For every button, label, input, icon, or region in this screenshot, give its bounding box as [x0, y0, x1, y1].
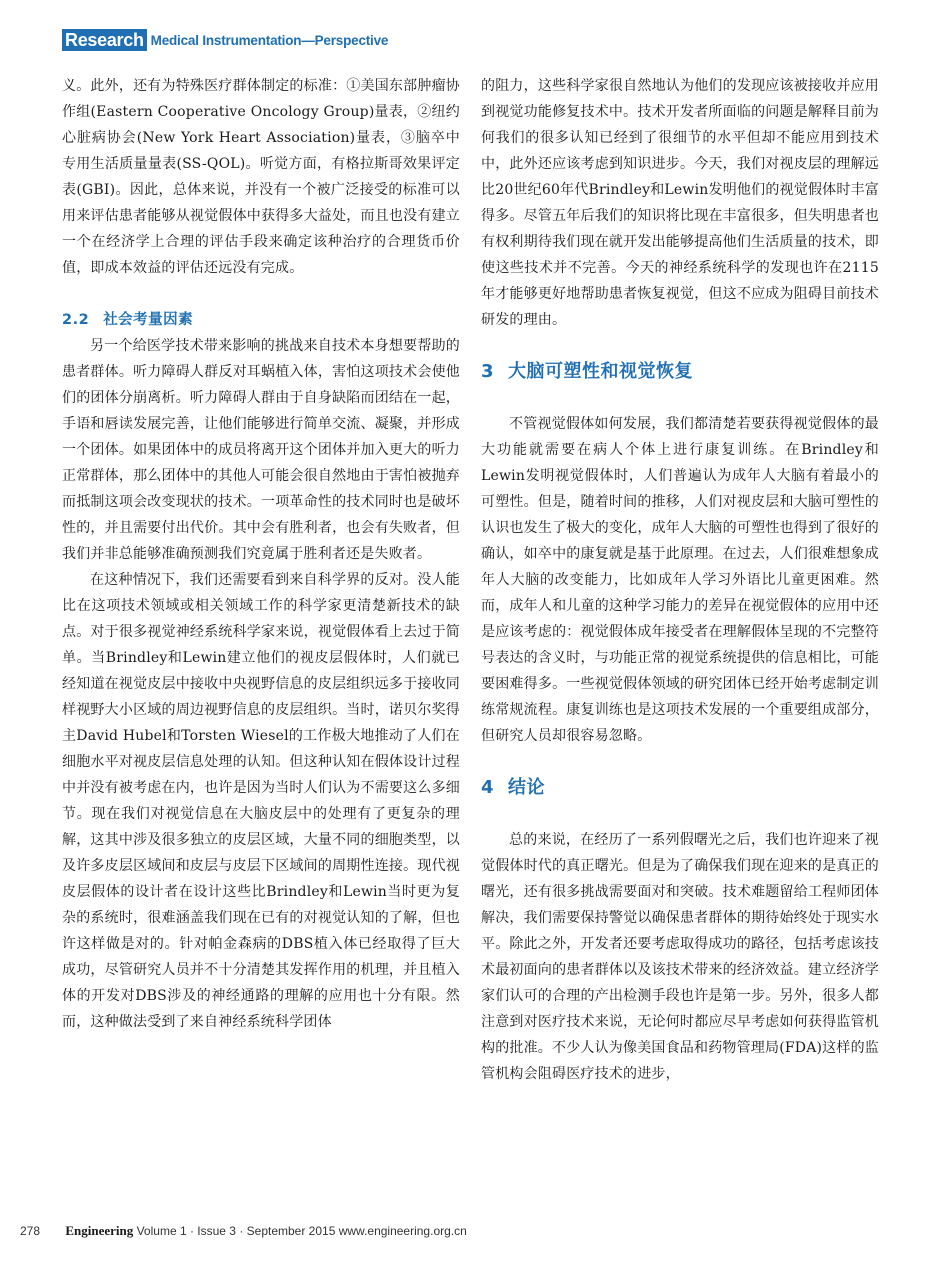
- paragraph: 总的来说，在经历了一系列假曙光之后，我们也许迎来了视觉假体时代的真正曙光。但是为了确保我们现在迎来的是真正的曙光，还有很多挑战需要面对和突破。技术难题留给工程师团体解决，我们需要保持警觉以确保患者群体的期待始终处于现实水平。除此之外，开发者还要考虑取得成功的路径，包括考虑该技术最初面向的患者群体以及该技术带来的经济效益。建立经济学家们认可的合理的产出检测手段也许是第一步。另外，很多人都注意到对医疗技术来说，无论何时都应尽早考虑如何获得监管机构的批准。不少人认为像美国食品和药物管理局(FDA)这样的监管机构会阻碍医疗技术的进步，: [481, 832, 879, 1082]
- left-column: [62, 73, 460, 1035]
- heading-number: 3: [481, 361, 495, 382]
- research-badge: Research: [62, 29, 147, 51]
- subsection-heading-2-2: [62, 307, 460, 333]
- paragraph: 义。此外，还有为特殊医疗群体制定的标准：①美国东部肿瘤协作组(Eastern Cooperative Oncology Group)量表，②纽约心脏病协会(New York Heart Association)量表，③脑卒中专用生活质量量表(SS-QOL)。听觉方面，有格拉斯哥效果评定表(GBI)。因此，总体来说，并没有一个被广泛接受的标准可以用来评估患者能够从视觉假体中获得多大益处，而且也没有建立一个在经济学上合理的评估手段来确定该种治疗的合理货币价值，即成本效益的评估还远没有完成。: [62, 78, 460, 276]
- right-column: [481, 73, 879, 1087]
- heading-text: 结论: [508, 777, 546, 798]
- paragraph: 在这种情况下，我们还需要看到来自科学界的反对。没人能比在这项技术领域或相关领域工作的科学家更清楚新技术的缺点。对于很多视觉神经系统科学家来说，视觉假体看上去过于简单。当Brindley和Lewin建立他们的视皮层假体时，人们就已经知道在视觉皮层中接收中央视野信息的皮层组织远多于接收同样视野大小区域的周边视野信息的皮层组织。当时，诺贝尔奖得主David Hubel和Torsten Wiesel的工作极大地推动了人们在细胞水平对视皮层信息处理的认知。但这种认知在假体设计过程中并没有被考虑在内，也许是因为当时人们认为不需要这么多细节。现在我们对视觉信息在大脑皮层中的处理有了更复杂的理解，这其中涉及很多独立的皮层区域，大量不同的细胞类型，以及许多皮层区域间和皮层与皮层下区域间的周期性连接。现代视皮层假体的设计者在设计这些比Brindley和Lewin当时更为复杂的系统时，很难涵盖我们现在已有的对视觉认知的了解，但也许这样做是对的。针对帕金森病的DBS植入体已经取得了巨大成功，尽管研究人员并不十分清楚其发挥作用的机理，并且植入体的开发对DBS涉及的神经通路的理解的应用也十分有限。然而，这种做法受到了来自神经系统科学团体: [62, 572, 460, 1030]
- heading-number: 4: [481, 777, 495, 798]
- running-header: [62, 29, 388, 51]
- page-footer: [20, 1223, 467, 1239]
- journal-name: Engineering: [65, 1223, 134, 1238]
- journal-url: www.engineering.org.cn: [338, 1224, 467, 1238]
- paragraph: 的阻力，这些科学家很自然地认为他们的发现应该被接收并应用到视觉功能修复技术中。技术开发者所面临的问题是解释目前为何我们的很多认知已经到了很细节的水平但却不能应用到技术中，此外还应该考虑到知识进步。今天，我们对视皮层的理解远比20世纪60年代Brindley和Lewin发明他们的视觉假体时丰富得多。尽管五年后我们的知识将比现在丰富很多，但失明患者也有权利期待我们现在就开发出能够提高他们生活质量的技术，即使这些技术并不完善。今天的神经系统科学的发现也许在2115年才能够更好地帮助患者恢复视觉，但这不应成为阻碍目前技术研发的理由。: [481, 78, 879, 328]
- paragraph: 另一个给医学技术带来影响的挑战来自技术本身想要帮助的患者群体。听力障碍人群反对耳蜗植入体，害怕这项技术会使他们的团体分崩离析。听力障碍人群由于自身缺陷而团结在一起，手语和唇读发展完善，让他们能够进行简单交流、凝聚，并形成一个团体。如果团体中的成员将离开这个团体并加入更大的听力正常群体，那么团体中的其他人可能会很自然地由于害怕被抛弃而抵制这项会改变现状的技术。一项革命性的技术同时也是破坏性的，并且需要付出代价。其中会有胜利者，也会有失败者，但我们并非总能够准确预测我们究竟属于胜利者还是失败者。: [62, 338, 460, 562]
- heading-text: 社会考量因素: [103, 312, 194, 328]
- paragraph: 不管视觉假体如何发展，我们都清楚若要获得视觉假体的最大功能就需要在病人个体上进行康复训练。在Brindley和Lewin发明视觉假体时，人们普遍认为成年人大脑有着最小的可塑性。但是，随着时间的推移，人们对视皮层和大脑可塑性的认识也发生了极大的变化，成年人大脑的可塑性也得到了很好的确认，如卒中的康复就是基于此原理。在过去，人们很难想象成年人大脑的改变能力，比如成年人学习外语比儿童更困难。然而，成年人和儿童的这种学习能力的差异在视觉假体的应用中还是应该考虑的：视觉假体成年接受者在理解假体呈现的不完整符号表达的含义时，与功能正常的视觉系统提供的信息相比，可能要困难得多。一些视觉假体领域的研究团体已经开始考虑制定训练常规流程。康复训练也是这项技术发展的一个重要组成部分，但研究人员却很容易忽略。: [481, 416, 879, 744]
- section-heading-4: [481, 775, 879, 801]
- heading-text: 大脑可塑性和视觉恢复: [508, 361, 694, 382]
- heading-number: 2.2: [62, 312, 90, 328]
- section-heading-3: [481, 359, 879, 385]
- page-number: 278: [20, 1224, 41, 1238]
- issue-info: Volume 1 · Issue 3 · September 2015: [136, 1224, 336, 1238]
- section-title: Medical Instrumentation—Perspective: [150, 32, 389, 48]
